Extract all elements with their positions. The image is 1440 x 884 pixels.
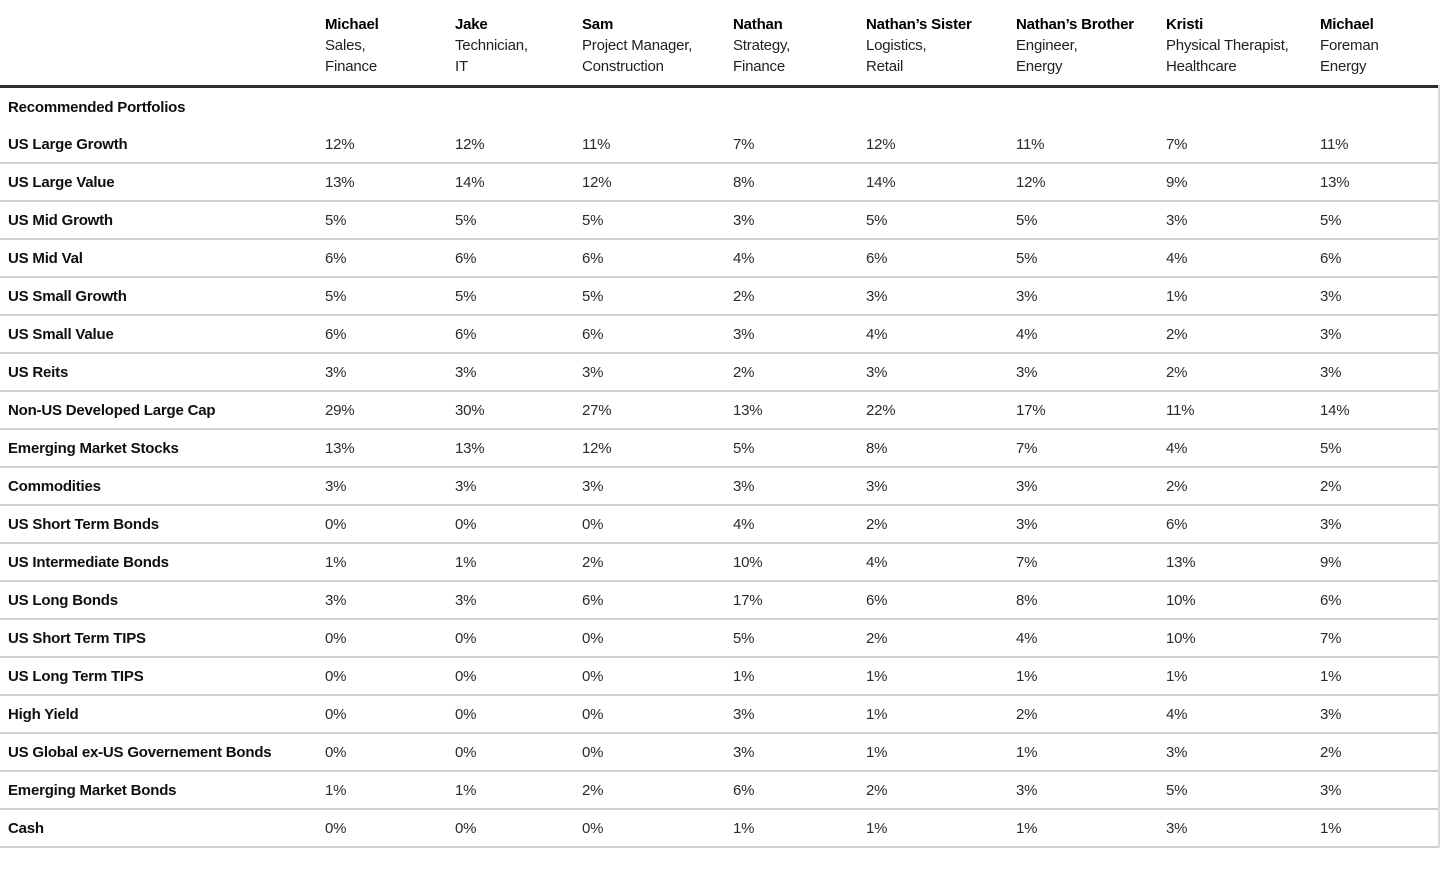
column-person-industry: Finance	[325, 58, 377, 75]
value-cell: 4%	[733, 515, 755, 533]
value-cell: 0%	[582, 819, 604, 837]
value-cell: 10%	[1166, 629, 1196, 647]
value-cell: 0%	[582, 629, 604, 647]
value-cell: 4%	[733, 249, 755, 267]
value-cell: 9%	[1320, 553, 1342, 571]
table-body	[0, 88, 1440, 848]
value-cell: 11%	[582, 135, 611, 153]
value-cell: 0%	[325, 705, 347, 723]
value-cell: 0%	[455, 515, 477, 533]
row-label: US Mid Val	[8, 249, 83, 267]
value-cell: 3%	[325, 591, 347, 609]
row-label: US Long Bonds	[8, 591, 118, 609]
value-cell: 3%	[1016, 477, 1038, 495]
row-label: Cash	[8, 819, 44, 837]
value-cell: 13%	[1166, 553, 1196, 571]
table-row	[0, 430, 1440, 468]
value-cell: 11%	[1016, 135, 1045, 153]
value-cell: 1%	[1016, 819, 1038, 837]
column-header	[1320, 14, 1440, 85]
value-cell: 6%	[1166, 515, 1188, 533]
value-cell: 3%	[325, 363, 347, 381]
value-cell: 6%	[582, 591, 604, 609]
column-person-name: Michael	[325, 16, 379, 33]
value-cell: 8%	[1016, 591, 1038, 609]
value-cell: 3%	[866, 363, 888, 381]
value-cell: 4%	[1166, 705, 1188, 723]
value-cell: 30%	[455, 401, 485, 419]
row-label: US Small Value	[8, 325, 114, 343]
value-cell: 0%	[455, 667, 477, 685]
column-person-industry: Healthcare	[1166, 58, 1237, 75]
value-cell: 4%	[1016, 629, 1038, 647]
column-person-name: Nathan’s Sister	[866, 16, 972, 33]
table-header-row	[0, 0, 1440, 88]
value-cell: 3%	[1320, 781, 1342, 799]
value-cell: 22%	[866, 401, 896, 419]
value-cell: 2%	[1016, 705, 1038, 723]
value-cell: 5%	[455, 287, 477, 305]
value-cell: 5%	[733, 629, 755, 647]
row-label: Emerging Market Bonds	[8, 781, 177, 799]
value-cell: 3%	[733, 477, 755, 495]
row-label: Emerging Market Stocks	[8, 439, 179, 457]
section-header-row	[0, 88, 1440, 126]
value-cell: 13%	[325, 439, 355, 457]
table-row	[0, 126, 1440, 164]
value-cell: 6%	[866, 591, 888, 609]
value-cell: 6%	[325, 325, 347, 343]
value-cell: 3%	[325, 477, 347, 495]
value-cell: 10%	[733, 553, 763, 571]
value-cell: 3%	[733, 325, 755, 343]
column-header	[866, 14, 1016, 85]
value-cell: 3%	[733, 743, 755, 761]
column-person-name: Jake	[455, 16, 488, 33]
value-cell: 3%	[582, 363, 604, 381]
value-cell: 8%	[733, 173, 755, 191]
value-cell: 3%	[1320, 325, 1342, 343]
table-row	[0, 202, 1440, 240]
value-cell: 13%	[455, 439, 485, 457]
column-header	[582, 14, 733, 85]
row-label: US Reits	[8, 363, 69, 381]
value-cell: 4%	[1016, 325, 1038, 343]
value-cell: 0%	[455, 705, 477, 723]
header-label-spacer	[0, 14, 325, 85]
table-row	[0, 734, 1440, 772]
value-cell: 7%	[1016, 439, 1038, 457]
value-cell: 3%	[1166, 211, 1188, 229]
column-header	[325, 14, 455, 85]
value-cell: 7%	[1166, 135, 1188, 153]
value-cell: 3%	[1320, 363, 1342, 381]
column-person-name: Nathan’s Brother	[1016, 16, 1134, 33]
value-cell: 1%	[325, 781, 347, 799]
value-cell: 5%	[1016, 211, 1038, 229]
value-cell: 1%	[1166, 287, 1188, 305]
column-person-industry: IT	[455, 58, 468, 75]
value-cell: 4%	[866, 325, 888, 343]
value-cell: 12%	[455, 135, 485, 153]
value-cell: 1%	[325, 553, 347, 571]
table-row	[0, 658, 1440, 696]
value-cell: 1%	[866, 819, 888, 837]
table-row	[0, 278, 1440, 316]
column-header	[1166, 14, 1320, 85]
value-cell: 3%	[582, 477, 604, 495]
value-cell: 5%	[1016, 249, 1038, 267]
value-cell: 2%	[1320, 743, 1342, 761]
value-cell: 2%	[733, 287, 755, 305]
value-cell: 3%	[1016, 287, 1038, 305]
row-label: US Long Term TIPS	[8, 667, 144, 685]
row-label: US Intermediate Bonds	[8, 553, 169, 571]
value-cell: 1%	[866, 667, 888, 685]
value-cell: 7%	[1320, 629, 1342, 647]
value-cell: 5%	[1320, 211, 1342, 229]
value-cell: 1%	[733, 819, 755, 837]
value-cell: 3%	[866, 287, 888, 305]
value-cell: 6%	[733, 781, 755, 799]
row-label: Non-US Developed Large Cap	[8, 401, 216, 419]
value-cell: 6%	[1320, 591, 1342, 609]
value-cell: 6%	[455, 249, 477, 267]
table-row	[0, 354, 1440, 392]
column-person-role: Strategy,	[733, 37, 791, 54]
value-cell: 6%	[582, 249, 604, 267]
table-row	[0, 620, 1440, 658]
value-cell: 3%	[1016, 781, 1038, 799]
value-cell: 13%	[733, 401, 763, 419]
value-cell: 5%	[325, 211, 347, 229]
value-cell: 12%	[1016, 173, 1046, 191]
value-cell: 6%	[1320, 249, 1342, 267]
value-cell: 3%	[455, 591, 477, 609]
table-row	[0, 240, 1440, 278]
value-cell: 5%	[325, 287, 347, 305]
column-person-role: Logistics,	[866, 37, 927, 54]
row-label: US Small Growth	[8, 287, 127, 305]
column-person-name: Sam	[582, 16, 614, 33]
value-cell: 1%	[733, 667, 755, 685]
column-person-industry: Finance	[733, 58, 785, 75]
value-cell: 5%	[582, 287, 604, 305]
table-row	[0, 506, 1440, 544]
value-cell: 14%	[866, 173, 896, 191]
value-cell: 0%	[325, 629, 347, 647]
value-cell: 5%	[733, 439, 755, 457]
value-cell: 3%	[1166, 819, 1188, 837]
column-header	[1016, 14, 1166, 85]
value-cell: 0%	[325, 819, 347, 837]
row-label: US Large Growth	[8, 135, 128, 153]
value-cell: 0%	[455, 819, 477, 837]
column-person-name: Michael	[1320, 16, 1374, 33]
value-cell: 3%	[1320, 515, 1342, 533]
section-title: Recommended Portfolios	[8, 98, 186, 116]
value-cell: 3%	[1320, 287, 1342, 305]
value-cell: 3%	[1166, 743, 1188, 761]
value-cell: 1%	[866, 705, 888, 723]
value-cell: 0%	[325, 515, 347, 533]
table-row	[0, 164, 1440, 202]
value-cell: 0%	[455, 629, 477, 647]
value-cell: 2%	[733, 363, 755, 381]
value-cell: 5%	[455, 211, 477, 229]
value-cell: 0%	[582, 667, 604, 685]
value-cell: 5%	[582, 211, 604, 229]
value-cell: 9%	[1166, 173, 1188, 191]
value-cell: 3%	[455, 477, 477, 495]
column-person-industry: Construction	[582, 58, 664, 75]
value-cell: 2%	[1166, 363, 1188, 381]
value-cell: 11%	[1166, 401, 1195, 419]
value-cell: 3%	[1320, 705, 1342, 723]
value-cell: 1%	[455, 553, 477, 571]
row-label: US Large Value	[8, 173, 115, 191]
table-row	[0, 468, 1440, 506]
value-cell: 2%	[866, 515, 888, 533]
value-cell: 2%	[582, 553, 604, 571]
column-person-role: Foreman	[1320, 37, 1379, 54]
value-cell: 0%	[582, 743, 604, 761]
row-label: US Short Term TIPS	[8, 629, 146, 647]
value-cell: 6%	[325, 249, 347, 267]
value-cell: 17%	[733, 591, 763, 609]
value-cell: 1%	[1016, 667, 1038, 685]
value-cell: 1%	[1320, 819, 1342, 837]
value-cell: 12%	[866, 135, 896, 153]
column-header	[733, 14, 866, 85]
value-cell: 1%	[455, 781, 477, 799]
table-row	[0, 810, 1440, 848]
column-person-role: Sales,	[325, 37, 366, 54]
value-cell: 3%	[1016, 515, 1038, 533]
value-cell: 3%	[1016, 363, 1038, 381]
column-person-name: Nathan	[733, 16, 783, 33]
value-cell: 3%	[733, 211, 755, 229]
value-cell: 7%	[733, 135, 755, 153]
value-cell: 3%	[455, 363, 477, 381]
value-cell: 4%	[1166, 439, 1188, 457]
value-cell: 4%	[866, 553, 888, 571]
table-row	[0, 316, 1440, 354]
value-cell: 14%	[455, 173, 485, 191]
value-cell: 0%	[325, 667, 347, 685]
value-cell: 6%	[866, 249, 888, 267]
value-cell: 1%	[1166, 667, 1188, 685]
row-label: High Yield	[8, 705, 79, 723]
value-cell: 29%	[325, 401, 355, 419]
table-row	[0, 696, 1440, 734]
value-cell: 13%	[1320, 173, 1350, 191]
value-cell: 1%	[1016, 743, 1038, 761]
value-cell: 1%	[866, 743, 888, 761]
value-cell: 2%	[866, 781, 888, 799]
value-cell: 12%	[582, 173, 612, 191]
value-cell: 2%	[1166, 477, 1188, 495]
column-person-role: Engineer,	[1016, 37, 1078, 54]
value-cell: 27%	[582, 401, 612, 419]
row-label: US Short Term Bonds	[8, 515, 159, 533]
value-cell: 2%	[866, 629, 888, 647]
value-cell: 5%	[1320, 439, 1342, 457]
column-person-name: Kristi	[1166, 16, 1204, 33]
row-label: US Mid Growth	[8, 211, 113, 229]
value-cell: 0%	[582, 515, 604, 533]
value-cell: 14%	[1320, 401, 1350, 419]
value-cell: 2%	[582, 781, 604, 799]
value-cell: 13%	[325, 173, 355, 191]
table-row	[0, 392, 1440, 430]
value-cell: 3%	[733, 705, 755, 723]
value-cell: 2%	[1320, 477, 1342, 495]
value-cell: 4%	[1166, 249, 1188, 267]
value-cell: 6%	[455, 325, 477, 343]
value-cell: 12%	[325, 135, 355, 153]
value-cell: 0%	[455, 743, 477, 761]
table-row	[0, 582, 1440, 620]
value-cell: 17%	[1016, 401, 1046, 419]
value-cell: 7%	[1016, 553, 1038, 571]
column-person-role: Technician,	[455, 37, 528, 54]
value-cell: 0%	[325, 743, 347, 761]
value-cell: 0%	[582, 705, 604, 723]
value-cell: 5%	[866, 211, 888, 229]
column-person-industry: Retail	[866, 58, 904, 75]
value-cell: 3%	[866, 477, 888, 495]
value-cell: 2%	[1166, 325, 1188, 343]
table-row	[0, 544, 1440, 582]
value-cell: 10%	[1166, 591, 1196, 609]
column-person-industry: Energy	[1320, 58, 1367, 75]
column-header	[455, 14, 582, 85]
column-person-role: Physical Therapist,	[1166, 37, 1289, 54]
value-cell: 11%	[1320, 135, 1349, 153]
value-cell: 8%	[866, 439, 888, 457]
row-label: US Global ex-US Governement Bonds	[8, 743, 272, 761]
column-person-industry: Energy	[1016, 58, 1063, 75]
row-label: Commodities	[8, 477, 101, 495]
value-cell: 12%	[582, 439, 612, 457]
column-person-role: Project Manager,	[582, 37, 693, 54]
value-cell: 1%	[1320, 667, 1342, 685]
value-cell: 6%	[582, 325, 604, 343]
value-cell: 5%	[1166, 781, 1188, 799]
table-row	[0, 772, 1440, 810]
